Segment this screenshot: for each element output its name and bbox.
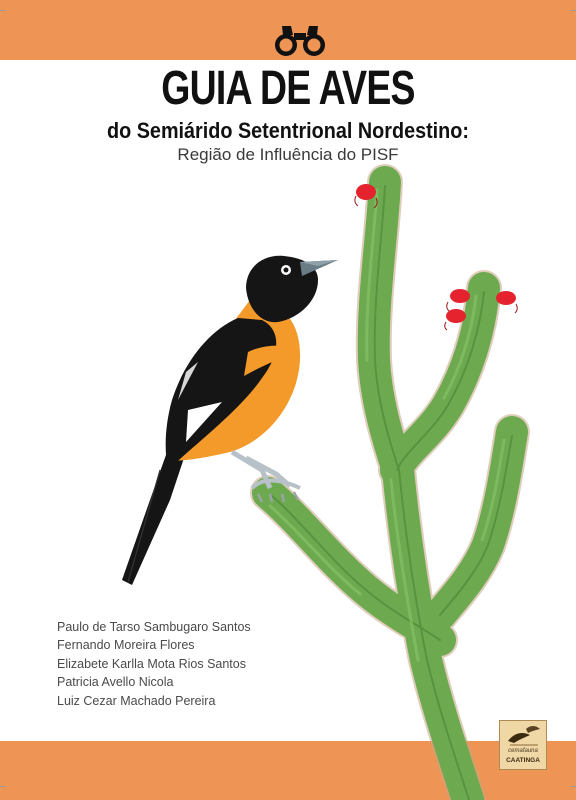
author-name: Elizabete Karlla Mota Rios Santos — [57, 656, 246, 671]
cemafauna-logo — [499, 720, 547, 770]
author-name: Patricia Avello Nicola — [57, 675, 174, 690]
logo-text: cemafauna — [508, 748, 538, 754]
author-name: Paulo de Tarso Sambugaro Santos — [57, 620, 251, 634]
authors-list — [57, 618, 387, 710]
page-title: GUIA DE AVES — [161, 62, 415, 115]
bird-logo-icon — [500, 721, 546, 751]
region-subtitle: Região de Influência do PISF — [177, 145, 399, 164]
author-name: Fernando Moreira Flores — [57, 638, 195, 653]
page-subtitle: do Semiárido Setentrional Nordestino: — [107, 118, 469, 143]
author-name: Luiz Cezar Machado Pereira — [57, 693, 216, 708]
logo-text: CAATINGA — [506, 757, 540, 764]
